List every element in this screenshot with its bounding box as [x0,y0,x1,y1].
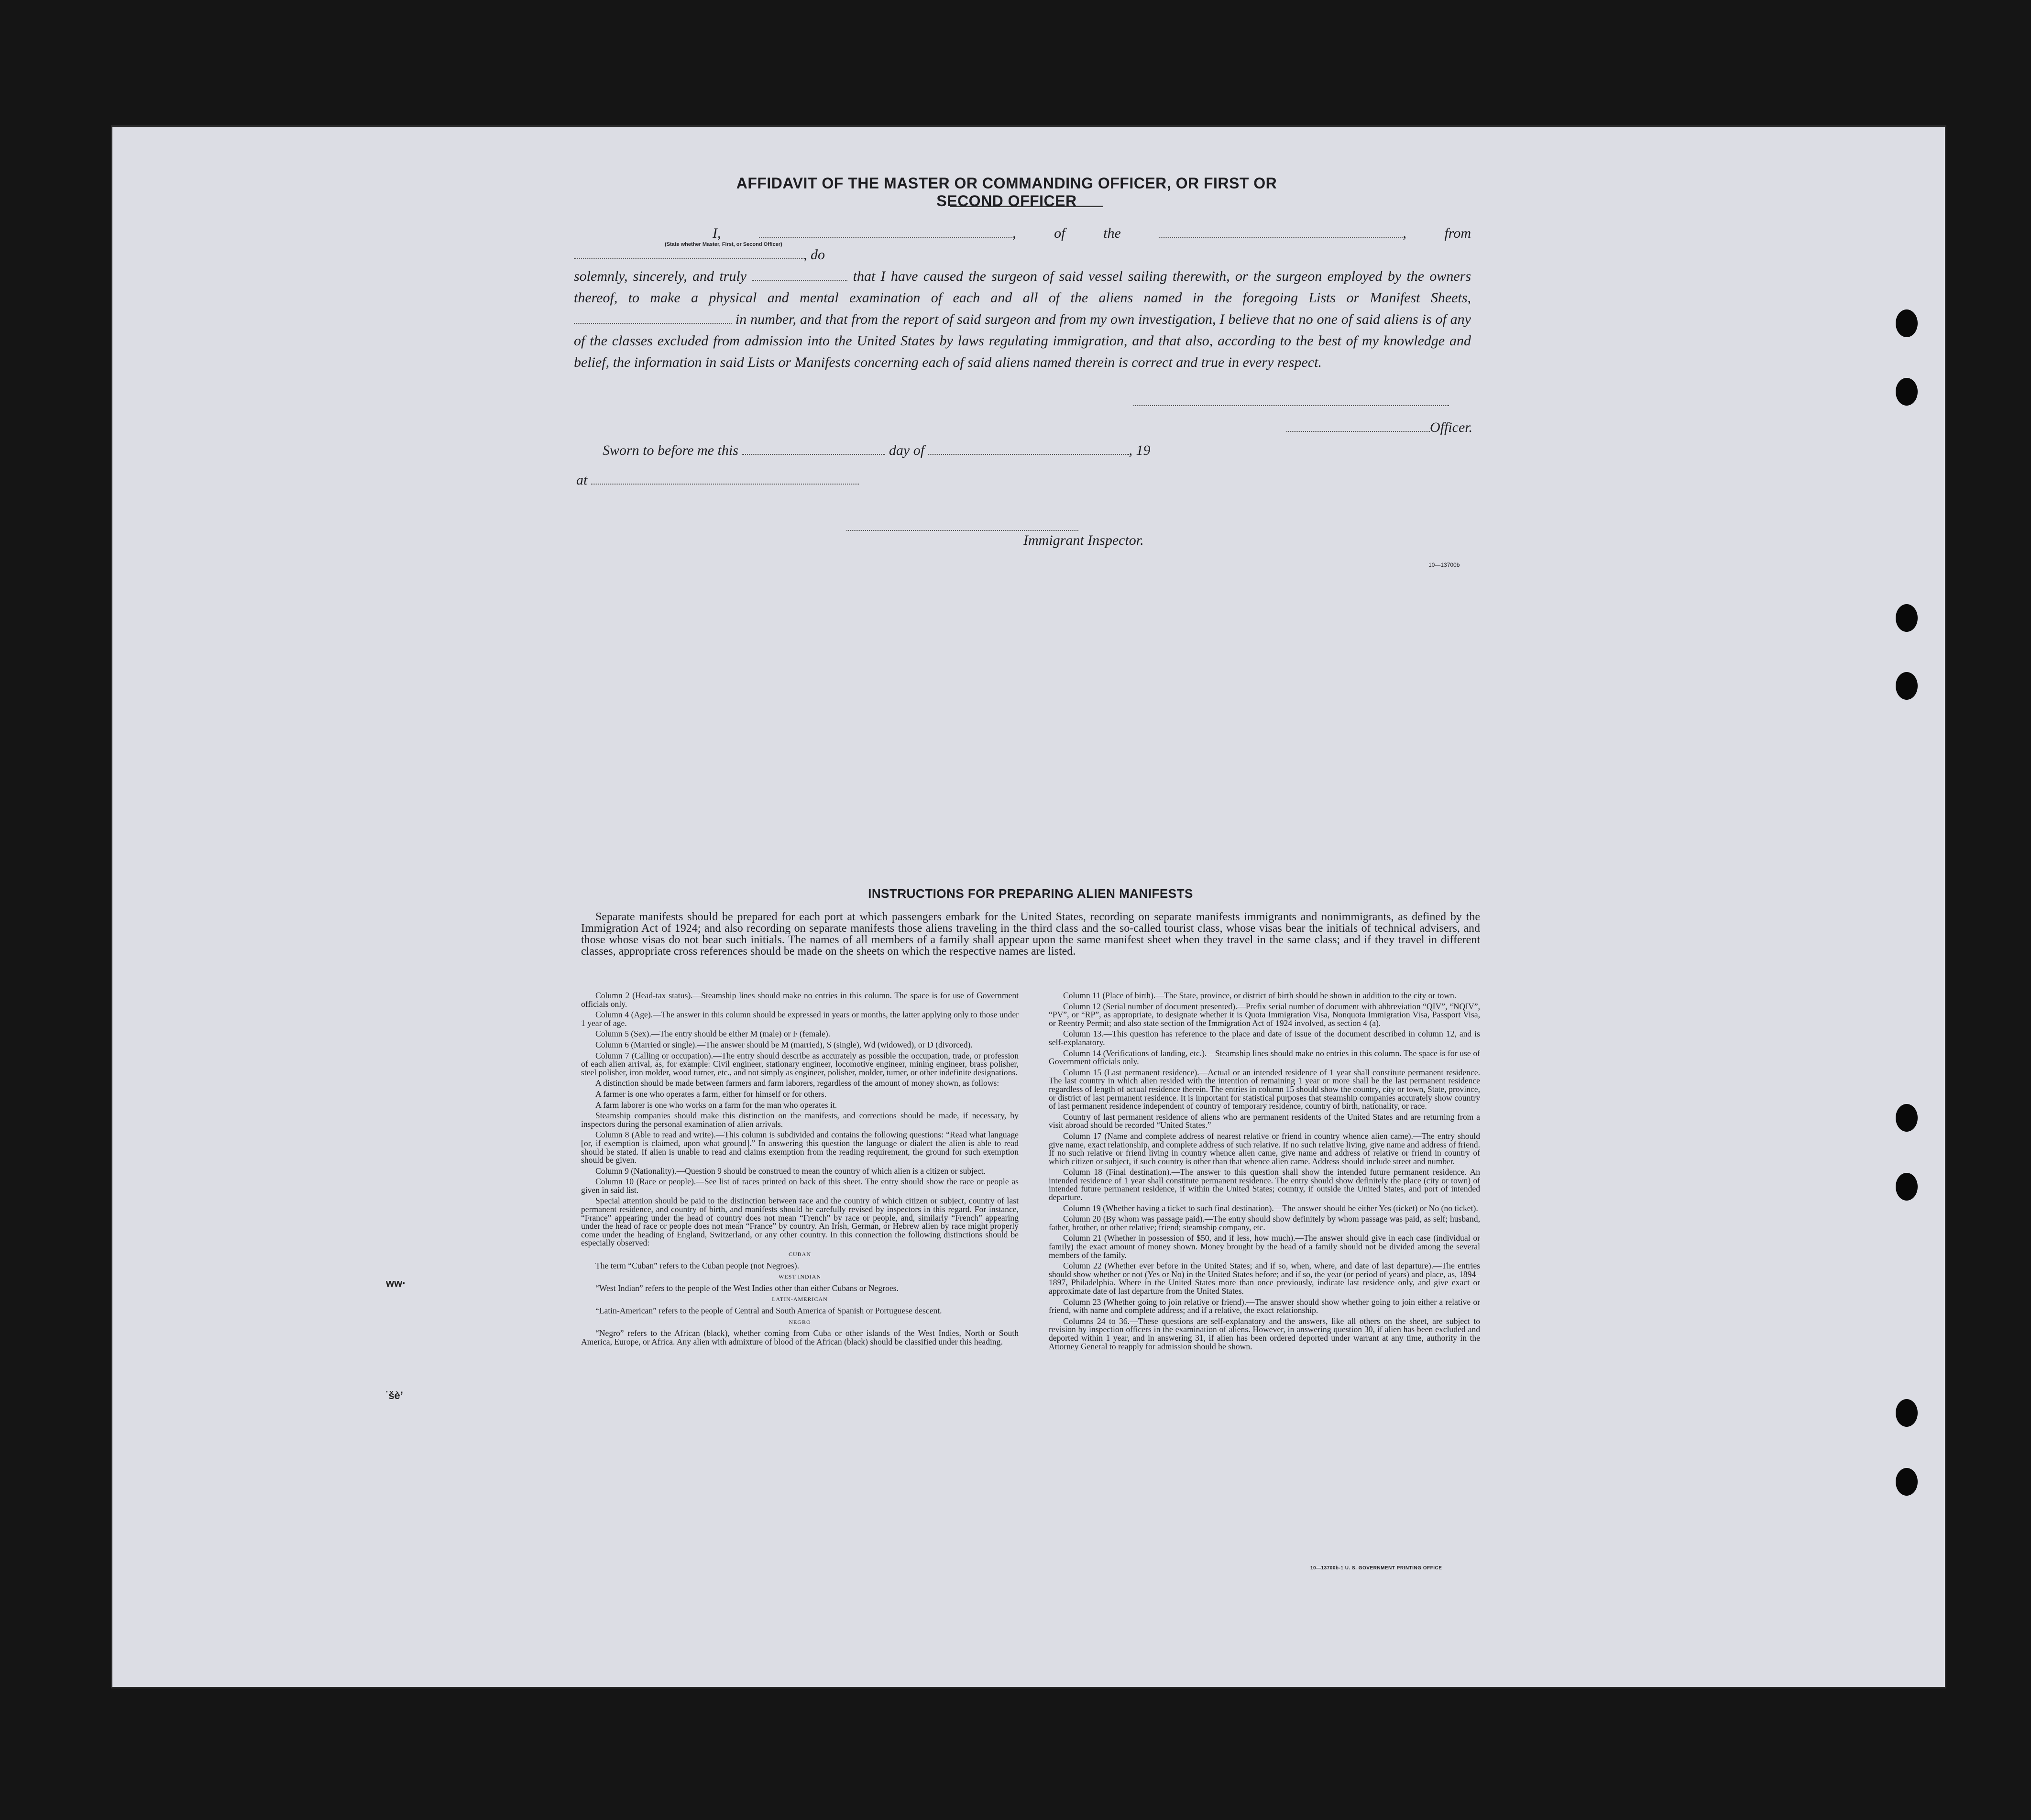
instruction-column-20: Column 20 (By whom was passage paid).—The entry should show definitely by whom passage was paid, as self; husband, father, brother, or other relative; friend; steamship company, etc. [1049,1214,1480,1232]
rank-instruction-note: (State whether Master, First, or Second Officer) [665,242,782,247]
affidavit-word-do: , do [803,247,825,263]
sworn-prefix: Sworn to before me this [603,442,738,458]
instruction-column-14: Column 14 (Verifications of landing, etc.).—Steamship lines should make no entries in this column. The space is for use of Government officials only. [1049,1048,1480,1067]
binder-hole [1896,1399,1918,1427]
instruction-column-5: Column 5 (Sex).—The entry should be either M (male) or F (female). [595,1029,831,1039]
instruction-column-21: Column 21 (Whether in possession of $50, and if less, how much).—The answer should give in each case (individual or family) the exact amount of money shown. Money brought by the head of a family should not be divided among the several members of the family. [1049,1233,1480,1260]
binder-hole [1896,378,1918,406]
affidavit-text-surgeon: that I have caused the surgeon of said vessel sailing therewith, or the surgeon employed by the owners thereof, to make a physical and mental examination of each and all of the aliens named in the foregoing Lists or Manifest Sheets, [574,268,1471,306]
affidavit-form-number: 10—13700b [1428,562,1460,568]
officer-label: Officer. [1430,419,1473,435]
affidavit-word-from: , from [1403,225,1471,241]
margin-mark: ww· [386,1277,406,1289]
affidavit-word-of-the: , of the [1012,225,1121,241]
instruction-special-attention: Special attention should be paid to the distinction between race and the country of which citizen or subject, country of last permanent residence, and country of birth, and manifests should be carefully revised by inspectors in this regard. For instance, “France” appearing under the head of country does not mean “French” by race or people, and, similarly “French” appearing under the head of race or people does not mean “France” by country. An Irish, German, or Hebrew alien by race might properly come under the heading of England, Switzerland, or any other country. In this connection the following distinctions should be especially observed: [581,1196,1019,1248]
instruction-column-4: Column 4 (Age).—The answer in this column should be expressed in years or months, the latter applying only to those under 1 year of age. [581,1010,1019,1028]
binder-hole [1896,1104,1918,1132]
instruction-column-18: Column 18 (Final destination).—The answer to this question shall show the intended future permanent residence. An intended residence of 1 year shall constitute permanent residence. The entry should show definitely the place (city or town) of intended future permanent residence, if within the United States; country, if outside the United States, and port of intended departure. [1049,1167,1480,1202]
instruction-steamship: Steamship companies should make this distinction on the manifests, and corrections should be made, if necessary, by inspectors during the personal examination of alien arrivals. [581,1111,1019,1129]
binder-hole [1896,672,1918,700]
title-rule [950,206,1103,207]
instruction-column-12: Column 12 (Serial number of document presented).—Prefix serial number of document with abbreviation “QIV”, “NQIV”, “PV”, or “RP”, as appropriate, to designate whether it is Quota Immigration Visa, Nonquota Immigration Visa, Passport Visa, or Reentry Permit; and also state section of the Immigration Act of 1924 involved, as section 4 (a). [1049,1001,1480,1028]
instruction-west-indian: “West Indian” refers to the people of the West Indies other than either Cubans or Negroes. [595,1283,899,1293]
at-line [576,472,859,488]
vessel-name-field[interactable] [1159,237,1403,238]
instruction-negro: “Negro” refers to the African (black), whether coming from Cuba or other islands of the West Indies, North or South America, Europe, or Africa. Any alien with admixture of blood of the African (black) should be classified under this heading. [581,1328,1019,1346]
binder-hole [1896,309,1918,337]
margin-mark: ˙šè’ [385,1390,403,1401]
at-label: at [576,472,588,488]
instruction-column-15: Column 15 (Last permanent residence).—Actual or an intended residence of 1 year shall constitute permanent residence. The last country in which alien resided with the intention of remaining 1 year or more shall be the last permanent residence regardless of length of actual residence therein. The entries in column 15 should show the country, city or town, State, province, or district of last permanent residence. It is important for statistical purposes that steamship companies accurately show country of last permanent residence independent of country of temporary residence, country of birth, nationality, or race. [1049,1067,1480,1111]
binder-hole [1896,604,1918,632]
instructions-title: INSTRUCTIONS FOR PREPARING ALIEN MANIFESTS [868,886,1193,901]
instructions-intro: Separate manifests should be prepared for each port at which passengers embark for the United States, recording on separate manifests immigrants and nonimmigrants, as defined by the Immigration Act of 1924; and also recording on separate manifests those aliens traveling in the third class and the so-called tourist class, whose visas bear the initials of technical advisers, and those whose visas do not bear such initials. The names of all members of a family shall appear upon the same manifest sheet when they travel in the same class; and if they travel in different classes, appropriate cross references should be made on the sheets on which the respective names are listed. [581,911,1480,958]
officer-rank-field[interactable] [759,237,1012,238]
document-sheet [112,127,1945,1687]
departure-port-field[interactable] [574,258,803,259]
instruction-cuban: The term “Cuban” refers to the Cuban people (not Negroes). [595,1260,800,1270]
date-field[interactable] [752,280,847,281]
instruction-latin-american: “Latin-American” refers to the people of Central and South America of Spanish or Portuguese descent. [595,1306,942,1315]
instructions-form-number: 10—13700b-1 U. S. GOVERNMENT PRINTING OFFICE [1310,1566,1442,1571]
instruction-farm-laborer: A farm laborer is one who works on a farm for the man who operates it. [595,1100,837,1110]
instruction-column-13: Column 13.—This question has reference to the place and date of issue of the document described in column 12, and is self-explanatory. [1049,1029,1480,1047]
officer-rank-signature-field[interactable] [1286,431,1430,432]
sworn-day-field[interactable] [742,454,885,455]
number-of-aliens-field[interactable] [574,323,732,324]
instruction-farmer: A farmer is one who operates a farm, either for himself or for others. [595,1089,827,1099]
heading-west-indian: WEST INDIAN [778,1273,822,1280]
instruction-column-22: Column 22 (Whether ever before in the United States; and if so, when, where, and date of last departure).—The entries should show whether or not (Yes or No) in the United States before; and if so, the year (or period of years) and place, as, 1894–1897, Philadelphia. Where in the United States more than once previously, indicate last residence only, and give exact or approximate date of last departure from the United States. [1049,1261,1480,1296]
instructions-right-column [1049,992,1480,1353]
instruction-column-11: Column 11 (Place of birth).—The State, province, or district of birth should be shown in addition to the city or town. [1063,991,1457,1000]
affidavit-word-i: I, [713,225,721,241]
inspector-signature-line[interactable] [846,530,1078,531]
binder-hole [1896,1468,1918,1496]
affidavit-text-in-number: in number, and that from the report of said surgeon and from my own investigation, I believe that no one of said aliens is of any of the classes excluded from admission into the United States by laws regulating immigration, and that also, according to the best of my knowledge and belief, the information in said Lists or Manifests concerning each of said aliens named therein is correct and true in every respect. [574,311,1471,370]
instruction-column-6: Column 6 (Married or single).—The answer should be M (married), S (single), Wd (widowed), or D (divorced). [595,1039,973,1049]
sworn-day-of: day of [889,442,925,458]
sworn-line [603,442,1151,459]
binder-hole [1896,1173,1918,1201]
instruction-column-7: Column 7 (Calling or occupation).—The entry should describe as accurately as possible the occupation, trade, or profession of each alien arrival, as, for example: Civil engineer, stationary engineer, locomotive engineer, mining engineer, brass polisher, steel polisher, iron molder, wood turner, etc., and not simply as engineer, polisher, molder, turner, or other indefinite designations. [581,1050,1019,1077]
officer-signature-line[interactable] [1133,405,1449,406]
instruction-column-17: Column 17 (Name and complete address of nearest relative or friend in country whence alien came).—The entry should give name, exact relationship, and complete address of such relative. If no such relative living, give name and address of friend. If no such relative or friend living in country whence alien came, give name and address of relative or friend in country of which citizen or subject, if such country is other than that whence alien came. Address should include street and number. [1049,1131,1480,1166]
affidavit-title: AFFIDAVIT OF THE MASTER OR COMMANDING OFFICER, OR FIRST OR SECOND OFFICER [736,175,1277,210]
heading-latin-american: LATIN-AMERICAN [772,1296,828,1303]
instruction-column-23: Column 23 (Whether going to join relative or friend).—The answer should show whether going to join either a relative or friend, with name and complete address; and if a relative, the exact relationship. [1049,1297,1480,1315]
sworn-place-field[interactable] [591,484,859,485]
heading-negro: NEGRO [789,1318,811,1325]
instruction-column-9: Column 9 (Nationality).—Question 9 should be construed to mean the country of which alien is a citizen or subject. [595,1166,986,1176]
affidavit-word-solemnly: solemnly, sincerely, and truly [574,268,747,284]
inspector-label: Immigrant Inspector. [1023,532,1144,548]
instruction-column-10: Column 10 (Race or people).—See list of races printed on back of this sheet. The entry should show the race or people as given in said list. [581,1177,1019,1195]
instruction-column-2: Column 2 (Head-tax status).—Steamship lines should make no entries in this column. The space is for use of Government officials only. [581,991,1019,1009]
instruction-columns-24-36: Columns 24 to 36.—These questions are self-explanatory and the answers, like all others on the sheet, are subject to revision by inspection officers in the examination of aliens. However, in answering question 30, if alien has been excluded and deported within 1 year, and in answering 31, if alien has been ordered deported under warrant at any time, authority in the Attorney General to reapply for admission should be shown. [1049,1316,1480,1351]
sworn-month-field[interactable] [928,454,1129,455]
instruction-column-8: Column 8 (Able to read and write).—This column is subdivided and contains the following questions: “Read what language [or, if exemption is claimed, upon what ground].” In answering this question the language or dialect the alien is able to read should be stated. If alien is unable to read and claims exemption from the reading requirement, the ground for such exemption should be given. [581,1130,1019,1165]
instruction-farmers: A distinction should be made between farmers and farm laborers, regardless of the amount of money shown, as follows: [595,1078,999,1088]
instruction-country-residence: Country of last permanent residence of aliens who are permanent residents of the United States and are returning from a visit abroad should be recorded “United States.” [1049,1112,1480,1130]
heading-cuban: CUBAN [788,1251,811,1258]
sworn-year: , 19 [1129,442,1151,458]
instructions-left-column [581,992,1019,1348]
instruction-column-19: Column 19 (Whether having a ticket to such final destination).—The answer should be either Yes (ticket) or No (no ticket). [1063,1203,1478,1213]
officer-line [1286,419,1472,436]
